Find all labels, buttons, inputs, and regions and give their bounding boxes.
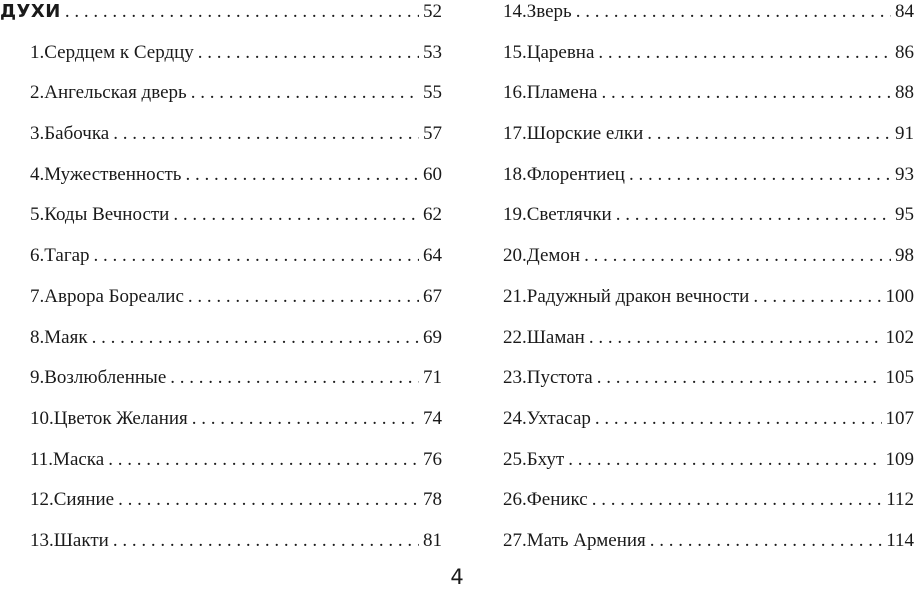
leader-dots bbox=[650, 529, 882, 553]
leader-dots bbox=[188, 285, 419, 309]
toc-entry bbox=[503, 163, 914, 204]
entry-number: 17. bbox=[503, 123, 527, 145]
leader-dots bbox=[597, 366, 882, 390]
entry-number: 25. bbox=[503, 448, 527, 470]
entry-number: 23. bbox=[503, 367, 527, 389]
leader-dots bbox=[65, 0, 419, 24]
entry-number: 13. bbox=[30, 529, 54, 551]
entry-number: 20. bbox=[503, 245, 527, 267]
entry-title: Тагар bbox=[44, 245, 90, 267]
entry-number: 9. bbox=[30, 367, 45, 389]
entry-number: 3. bbox=[30, 123, 45, 145]
entry-number: 6. bbox=[30, 245, 45, 267]
entry-number: 27. bbox=[503, 529, 527, 551]
entry-title: Сердцем к Сердцу bbox=[44, 41, 194, 63]
entry-page: 86 bbox=[895, 41, 914, 63]
entry-page: 69 bbox=[423, 326, 442, 348]
entry-title: Мать Армения bbox=[526, 529, 646, 551]
entry-number: 8. bbox=[30, 326, 45, 348]
toc-entry bbox=[503, 366, 914, 407]
leader-dots bbox=[598, 41, 891, 65]
entry-number: 19. bbox=[503, 204, 527, 226]
entry-page: 114 bbox=[886, 529, 914, 551]
leader-dots bbox=[191, 81, 419, 105]
entry-title: Аврора Бореалис bbox=[44, 285, 184, 307]
entry-number: 14. bbox=[503, 1, 527, 22]
leader-dots bbox=[568, 448, 881, 472]
entry-number: 1. bbox=[30, 41, 45, 63]
entry-title: Феникс bbox=[526, 489, 588, 511]
toc-entry bbox=[0, 285, 442, 326]
toc-right-column bbox=[503, 0, 914, 570]
section-title: ДУХИ bbox=[0, 1, 61, 22]
toc-entry bbox=[0, 244, 442, 285]
entry-title: Бхут bbox=[526, 448, 565, 470]
toc-entry bbox=[503, 203, 914, 244]
entry-number: 7. bbox=[30, 285, 45, 307]
entry-title: Демон bbox=[526, 245, 581, 267]
toc-entry bbox=[503, 488, 914, 529]
entry-title: Ангельская дверь bbox=[44, 82, 187, 104]
entry-page: 95 bbox=[895, 204, 914, 226]
entry-title: Царевна bbox=[526, 41, 595, 63]
entry-page: 84 bbox=[895, 1, 914, 22]
toc-entry bbox=[503, 41, 914, 82]
leader-dots bbox=[113, 529, 419, 553]
leader-dots bbox=[92, 326, 419, 350]
entry-number: 15. bbox=[503, 41, 527, 63]
section-page: 52 bbox=[423, 1, 442, 22]
entry-number: 26. bbox=[503, 489, 527, 511]
toc-section-heading bbox=[0, 0, 442, 41]
entry-number: 18. bbox=[503, 163, 527, 185]
toc-entry bbox=[503, 448, 914, 489]
toc-entry bbox=[503, 81, 914, 122]
entry-title: Шакти bbox=[53, 529, 109, 551]
toc-entry bbox=[503, 244, 914, 285]
entry-title: Шорские елки bbox=[526, 123, 644, 145]
toc-entry bbox=[0, 326, 442, 367]
entry-title: Светлячки bbox=[526, 204, 612, 226]
entry-page: 76 bbox=[423, 448, 442, 470]
leader-dots bbox=[576, 0, 891, 24]
toc-entry bbox=[0, 203, 442, 244]
entry-title: Пламена bbox=[526, 82, 598, 104]
entry-page: 67 bbox=[423, 285, 442, 307]
toc-entry bbox=[0, 81, 442, 122]
entry-number: 5. bbox=[30, 204, 45, 226]
entry-title: Шаман bbox=[526, 326, 585, 348]
toc-entry bbox=[503, 529, 914, 570]
entry-page: 81 bbox=[423, 529, 442, 551]
entry-number: 11. bbox=[30, 448, 54, 470]
entry-page: 55 bbox=[423, 82, 442, 104]
entry-page: 112 bbox=[886, 489, 914, 511]
entry-title: Флорентиец bbox=[526, 163, 625, 185]
page-number: 4 bbox=[450, 565, 464, 589]
leader-dots bbox=[629, 163, 891, 187]
entry-page: 98 bbox=[895, 245, 914, 267]
entry-page: 64 bbox=[423, 245, 442, 267]
leader-dots bbox=[589, 326, 882, 350]
entry-title: Маска bbox=[53, 448, 105, 470]
entry-title: Радужный дракон вечности bbox=[526, 285, 750, 307]
toc-entry bbox=[0, 41, 442, 82]
toc-entry bbox=[503, 326, 914, 367]
leader-dots bbox=[185, 163, 419, 187]
toc-entry bbox=[503, 0, 914, 41]
leader-dots bbox=[584, 244, 891, 268]
entry-title: Маяк bbox=[44, 326, 88, 348]
entry-number: 21. bbox=[503, 285, 527, 307]
entry-title: Коды Вечности bbox=[44, 204, 170, 226]
entry-page: 71 bbox=[423, 367, 442, 389]
entry-title: Ухтасар bbox=[526, 407, 591, 429]
leader-dots bbox=[173, 203, 419, 227]
entry-page: 62 bbox=[423, 204, 442, 226]
entry-page: 93 bbox=[895, 163, 914, 185]
entry-page: 109 bbox=[885, 448, 914, 470]
entry-number: 22. bbox=[503, 326, 527, 348]
toc-entry bbox=[503, 285, 914, 326]
entry-title: Бабочка bbox=[44, 123, 110, 145]
toc-entry bbox=[0, 407, 442, 448]
toc-entry bbox=[0, 529, 442, 570]
entry-number: 16. bbox=[503, 82, 527, 104]
entry-number: 2. bbox=[30, 82, 45, 104]
leader-dots bbox=[118, 488, 419, 512]
entry-title: Зверь bbox=[526, 1, 572, 22]
toc-entry bbox=[0, 488, 442, 529]
leader-dots bbox=[592, 488, 882, 512]
leader-dots bbox=[601, 81, 891, 105]
entry-title: Возлюбленные bbox=[44, 367, 167, 389]
toc-entry bbox=[503, 407, 914, 448]
entry-title: Пустота bbox=[526, 367, 593, 389]
leader-dots bbox=[616, 203, 891, 227]
toc-entry bbox=[0, 122, 442, 163]
entry-title: Мужественность bbox=[44, 163, 182, 185]
entry-page: 91 bbox=[895, 123, 914, 145]
entry-page: 105 bbox=[885, 367, 914, 389]
entry-page: 53 bbox=[423, 41, 442, 63]
entry-number: 10. bbox=[30, 407, 54, 429]
entry-page: 74 bbox=[423, 407, 442, 429]
toc-left-column bbox=[0, 0, 442, 570]
leader-dots bbox=[94, 244, 419, 268]
entry-page: 100 bbox=[885, 285, 914, 307]
leader-dots bbox=[108, 448, 419, 472]
entry-page: 57 bbox=[423, 123, 442, 145]
entry-page: 60 bbox=[423, 163, 442, 185]
toc-entry bbox=[0, 366, 442, 407]
entry-number: 24. bbox=[503, 407, 527, 429]
entry-title: Цветок Желания bbox=[53, 407, 188, 429]
entry-title: Сияние bbox=[53, 489, 115, 511]
leader-dots bbox=[113, 122, 419, 146]
leader-dots bbox=[753, 285, 881, 309]
entry-page: 78 bbox=[423, 489, 442, 511]
entry-number: 4. bbox=[30, 163, 45, 185]
leader-dots bbox=[192, 407, 419, 431]
entry-page: 102 bbox=[885, 326, 914, 348]
toc-entry bbox=[0, 448, 442, 489]
entry-page: 107 bbox=[885, 407, 914, 429]
toc-entry bbox=[0, 163, 442, 204]
leader-dots bbox=[595, 407, 882, 431]
leader-dots bbox=[647, 122, 891, 146]
entry-page: 88 bbox=[895, 82, 914, 104]
toc-entry bbox=[503, 122, 914, 163]
entry-number: 12. bbox=[30, 489, 54, 511]
leader-dots bbox=[198, 41, 419, 65]
leader-dots bbox=[170, 366, 419, 390]
